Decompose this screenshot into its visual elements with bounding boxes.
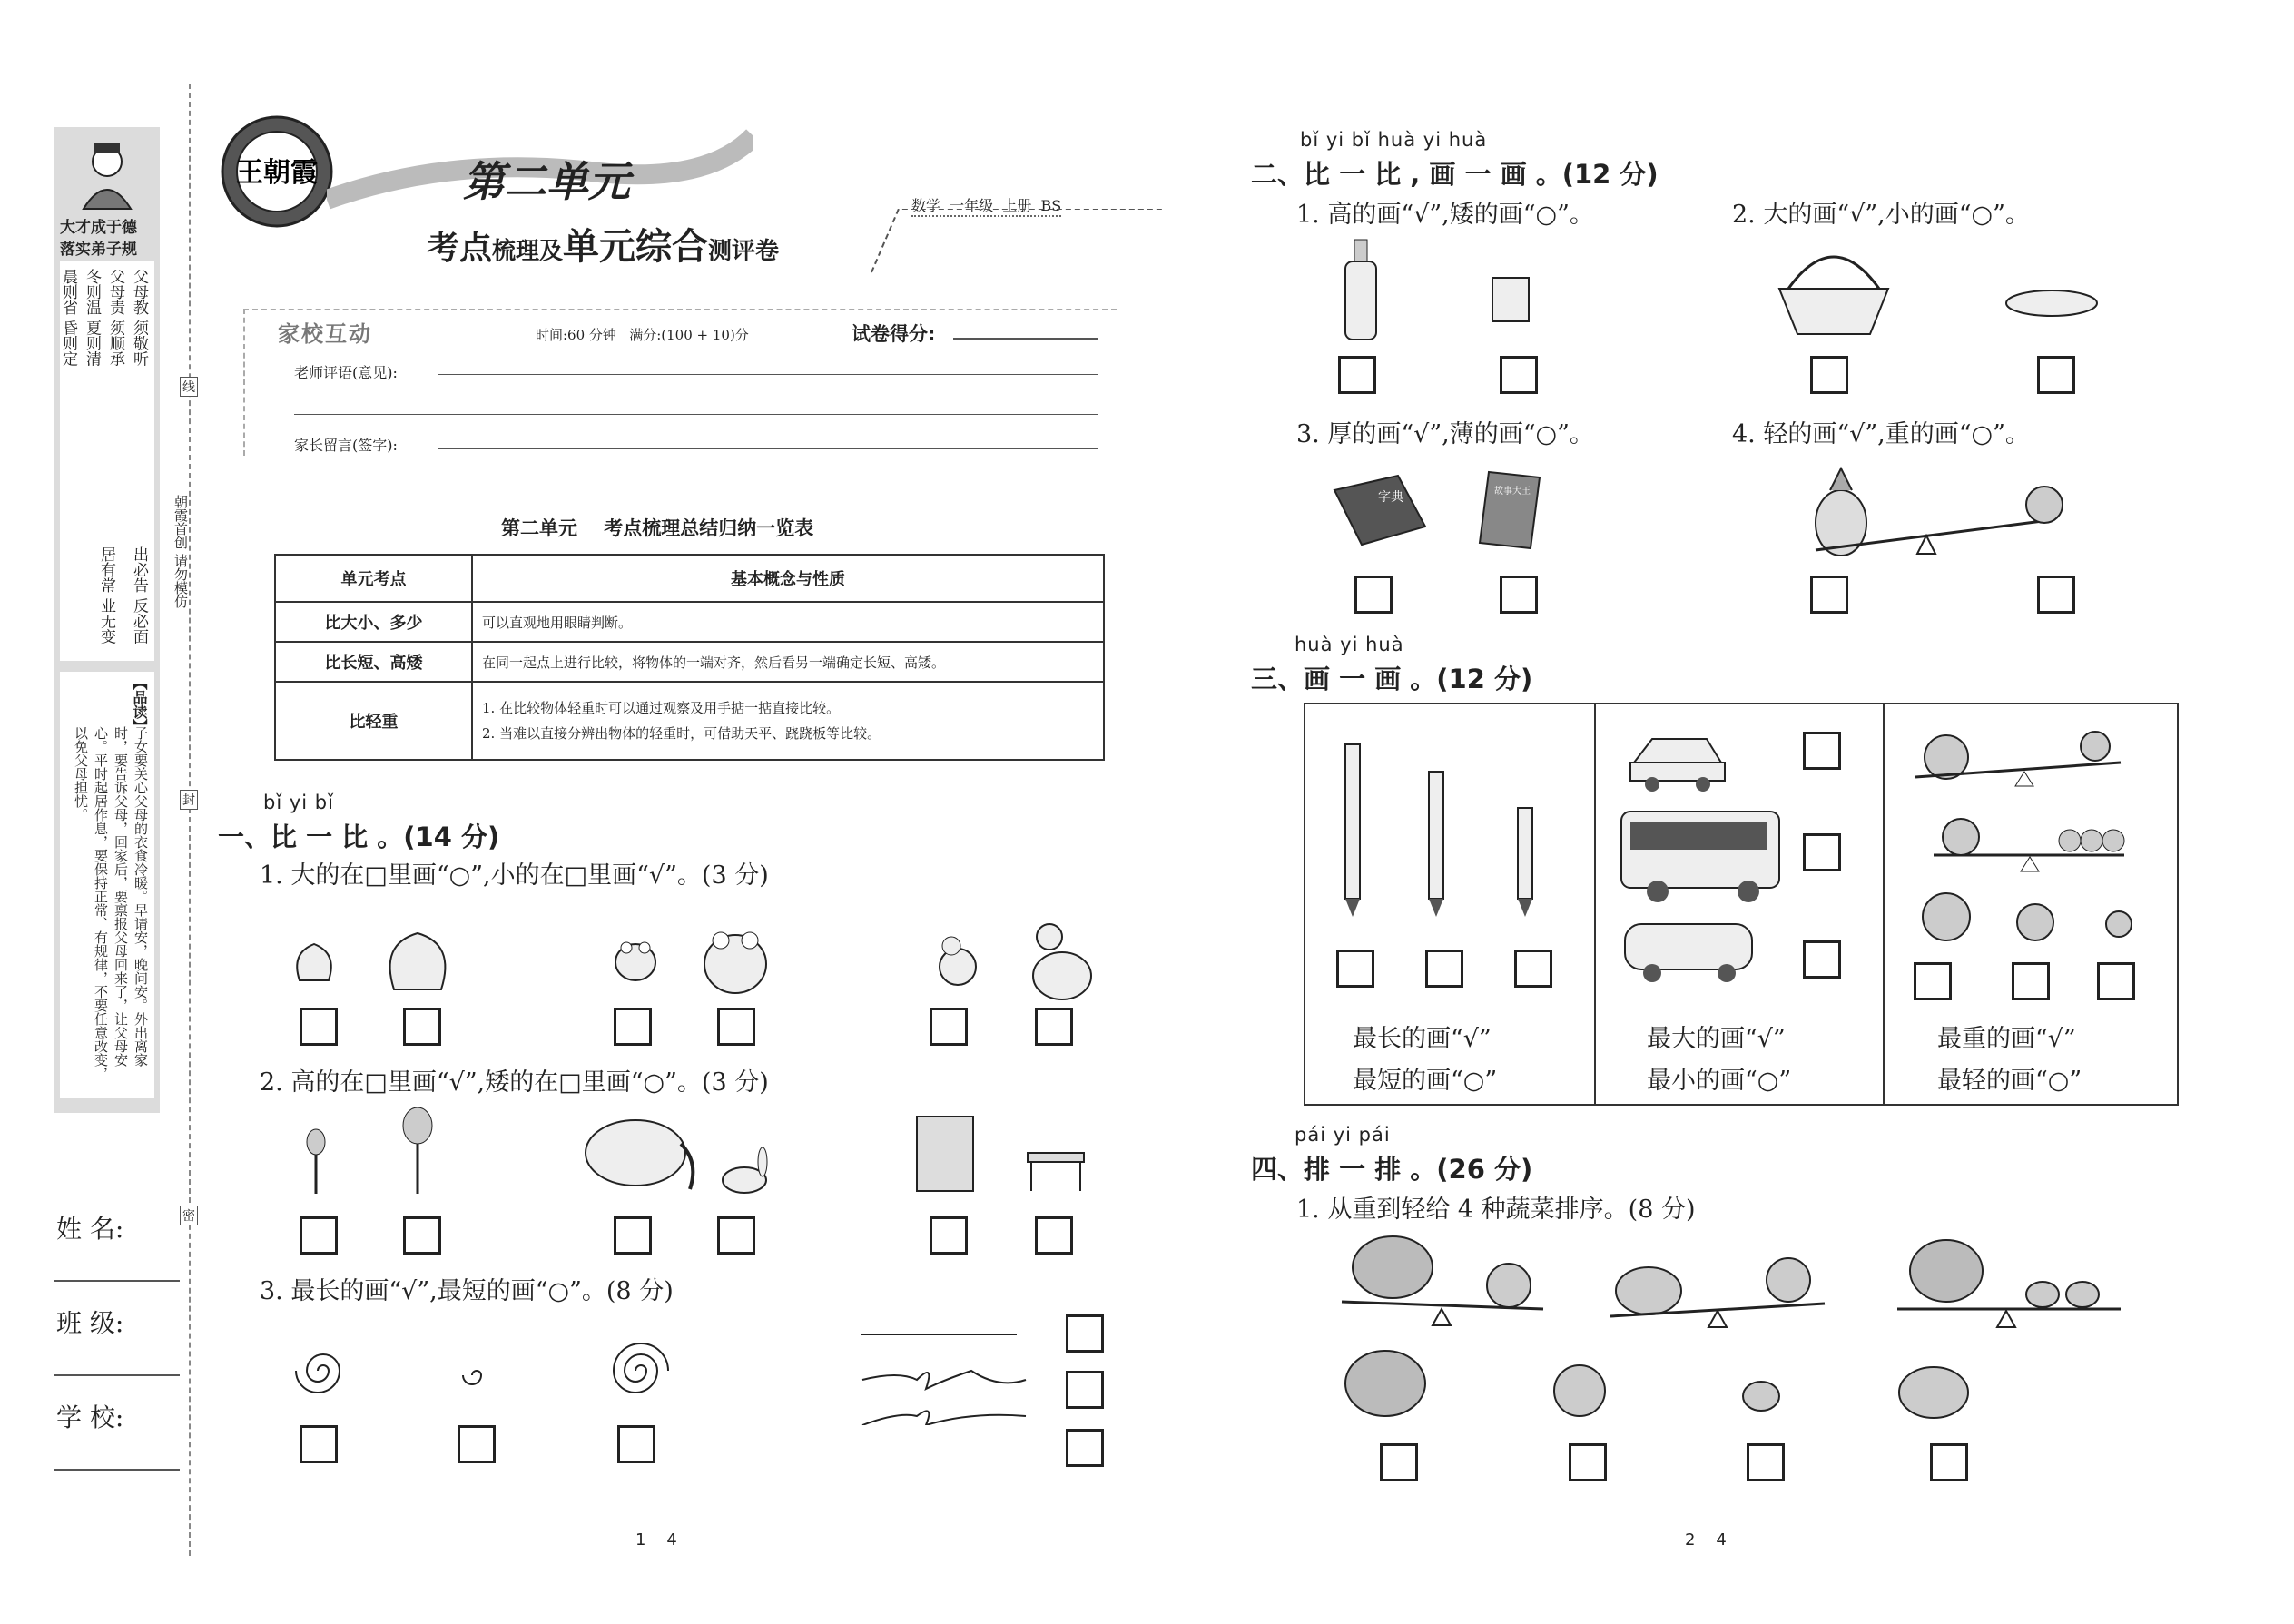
row-topic: 比大小、多少 (275, 602, 472, 642)
basket-icon (1779, 257, 1888, 334)
answer-box[interactable] (2097, 962, 2135, 1000)
answer-box[interactable] (930, 1216, 968, 1255)
row-topic: 比长短、高矮 (275, 642, 472, 682)
answer-box[interactable] (2037, 356, 2075, 394)
answer-box[interactable] (1803, 833, 1841, 871)
answer-box[interactable] (458, 1425, 496, 1463)
strawberry-icon (2106, 911, 2132, 937)
table-row (275, 682, 1104, 760)
big-frog-icon (704, 932, 766, 993)
answer-box[interactable] (1066, 1371, 1104, 1409)
dictionary-label: 字典 (1378, 490, 1403, 505)
section4-pinyin: pái yi pái (1295, 1124, 1391, 1146)
answer-box[interactable] (1569, 1443, 1607, 1481)
answer-box[interactable] (1035, 1216, 1073, 1255)
rule-4: 晨则省 昏则定 (59, 269, 77, 367)
row-content: 可以直观地用眼睛判断。 (472, 602, 1104, 642)
answer-box[interactable] (403, 1008, 441, 1046)
cut-mark-3: 密 (180, 1206, 198, 1225)
name-line[interactable] (54, 1280, 180, 1282)
pencils-illustration (1325, 735, 1589, 926)
answer-box[interactable] (617, 1425, 655, 1463)
parent-note-line[interactable] (438, 448, 1098, 449)
answer-box[interactable] (1336, 950, 1374, 988)
scholar-figure-icon (74, 138, 140, 211)
answer-box[interactable] (300, 1008, 338, 1046)
answer-box[interactable] (1747, 1443, 1785, 1481)
beet-icon (1554, 1365, 1605, 1416)
answer-box[interactable] (1930, 1443, 1968, 1481)
section3-pinyin: huà yi huà (1295, 634, 1404, 655)
school-label: 学 校: (56, 1403, 124, 1432)
header-topic: 单元考点 (275, 555, 472, 602)
tall-tree-icon (403, 1107, 432, 1194)
plate-icon (2006, 290, 2097, 316)
grid-divider (1883, 703, 1885, 1104)
wavy-line-icon (862, 1411, 1026, 1425)
apple-icon (2026, 487, 2063, 523)
answer-box[interactable] (614, 1008, 652, 1046)
cabinet-icon (917, 1117, 973, 1191)
small-frog-icon (615, 942, 655, 980)
cup-icon (1492, 278, 1529, 321)
answer-box[interactable] (403, 1216, 441, 1255)
panel1-line2: 最短的画“○” (1353, 1067, 1498, 1095)
weights-illustration (1897, 712, 2170, 948)
medium-pencil-icon (1429, 772, 1443, 917)
cut-line (189, 84, 191, 1556)
large-spiral-icon (614, 1343, 668, 1393)
table-header-row (275, 555, 1104, 602)
short-tree-icon (307, 1129, 325, 1194)
answer-box[interactable] (930, 1008, 968, 1046)
dictionary-icon (1334, 476, 1425, 545)
reading-text: 子女要关心父母的衣食冷暖。早请安，晚问安。外出离家时，要告诉父母，回家后，要禀报父母回来了，让父母安心。平时起居作息，要保持正常、有规律，不要任意改变，以免父母担忧。 (73, 726, 149, 1080)
rule-2: 父母责 须顺承 (106, 269, 124, 367)
answer-box[interactable] (1500, 356, 1538, 394)
row-content: 在同一起点上进行比较，将物体的一端对齐，然后看另一端确定长短、高矮。 (472, 642, 1104, 682)
answer-box[interactable] (1066, 1314, 1104, 1353)
table-row (275, 602, 1104, 642)
section2-q2: 2. 大的画“√”,小的画“○”。 (1732, 201, 2030, 229)
panel1-line1: 最长的画“√” (1353, 1025, 1492, 1053)
meta-info: 数学 一年级 上册 BS (911, 194, 1061, 217)
cut-mark-1: 线 (180, 377, 198, 397)
teacher-comment-line-1[interactable] (438, 374, 1098, 375)
answer-box[interactable] (614, 1216, 652, 1255)
row-content: 1. 在比较物体轻重时可以通过观察及用手掂一掂直接比较。 2. 当难以直接分辨出物体的轻重时，可借助天平、跷跷板等比较。 (472, 682, 1104, 760)
section1-q2: 2. 高的在□里画“√”,矮的在□里画“○”。(3 分) (260, 1068, 769, 1097)
section2-pinyin: bǐ yi bǐ huà yi huà (1300, 129, 1488, 151)
car-icon (1630, 739, 1725, 792)
summary-title: 第二单元 考点梳理总结归纳一览表 (501, 517, 814, 539)
parent-note-label: 家长留言(签字): (294, 437, 398, 454)
rabbit-icon (723, 1147, 767, 1193)
score-label: 试卷得分: (852, 323, 936, 345)
teacher-comment-line-2[interactable] (294, 414, 1098, 415)
section2-q3: 3. 厚的画“√”,薄的画“○”。 (1296, 420, 1594, 448)
section2-q1: 1. 高的画“√”,矮的画“○”。 (1296, 201, 1594, 229)
eggplant-icon (1743, 1382, 1779, 1411)
answer-box[interactable] (1380, 1443, 1418, 1481)
time-info: 时间:60 分钟 满分:(100 + 10)分 (536, 327, 749, 343)
answer-box[interactable] (1425, 950, 1463, 988)
panel2-line2: 最小的画“○” (1647, 1067, 1792, 1095)
answer-box[interactable] (1338, 356, 1376, 394)
hen-icon (1033, 924, 1091, 999)
curly-line-icon (862, 1371, 1026, 1389)
bottle-icon (1345, 240, 1376, 340)
answer-box[interactable] (1066, 1429, 1104, 1467)
pumpkin-icon (1899, 1367, 1968, 1418)
scale-2 (1934, 819, 2124, 871)
page-number-left: 1 4 (635, 1530, 677, 1550)
summary-table (274, 554, 1105, 761)
answer-box[interactable] (1810, 576, 1848, 614)
subtitle (427, 218, 779, 270)
radish-icon (1923, 893, 1970, 940)
school-line[interactable] (54, 1469, 180, 1471)
sidebar-panel (54, 127, 160, 1113)
scale-1 (1915, 732, 2121, 786)
section4-q1: 1. 从重到轻给 4 种蔬菜排序。(8 分) (1296, 1196, 1696, 1224)
q2-illustrations (290, 1107, 1108, 1198)
panel3-line1: 最重的画“√” (1937, 1025, 2076, 1053)
answer-box[interactable] (2037, 576, 2075, 614)
name-label: 姓 名: (56, 1214, 124, 1244)
small-peach-icon (297, 944, 331, 980)
subtitle-part-4: 测评卷 (708, 238, 780, 265)
small-spiral-icon (463, 1371, 481, 1384)
class-label: 班 级: (56, 1308, 124, 1338)
answer-box[interactable] (1514, 950, 1552, 988)
q1-illustrations (281, 917, 1126, 1017)
long-pencil-icon (1345, 744, 1360, 917)
answer-box[interactable] (300, 1425, 338, 1463)
section1-q3: 3. 最长的画“√”,最短的画“○”。(8 分) (260, 1277, 674, 1305)
section3-title: 三、画 一 画 。(12 分) (1251, 664, 1533, 694)
motto-line-2: 落实弟子规 (60, 241, 137, 259)
answer-box[interactable] (1500, 576, 1538, 614)
section1-pinyin: bǐ yi bǐ (263, 792, 334, 813)
header-content: 基本概念与性质 (472, 555, 1104, 602)
table-icon (1028, 1153, 1084, 1191)
table-row (275, 642, 1104, 682)
story-book-icon (1480, 472, 1540, 548)
answer-box[interactable] (1354, 576, 1393, 614)
page-number-right: 2 4 (1685, 1530, 1727, 1550)
rules-box-2 (60, 543, 154, 661)
pineapple-icon (1816, 468, 1866, 556)
subtitle-part-1: 考点 (427, 229, 493, 267)
elephant-icon (586, 1120, 693, 1189)
rule-5: 出必告 反必面 (130, 546, 148, 645)
reading-label: 【品读】 (131, 675, 148, 733)
rule-1: 父母教 须敬听 (130, 269, 148, 367)
vegetable-seesaws (1334, 1231, 2224, 1467)
cut-mark-2: 封 (180, 790, 198, 810)
logo-text: 王朝霞 (236, 157, 318, 189)
answer-box[interactable] (1035, 1008, 1073, 1046)
section2-q4: 4. 轻的画“√”,重的画“○”。 (1732, 420, 2030, 448)
bus-icon (1621, 812, 1779, 902)
section4-title: 四、排 一 排 。(26 分) (1251, 1154, 1533, 1185)
short-pencil-icon (1518, 808, 1532, 917)
medium-spiral-icon (296, 1354, 340, 1393)
unit-title: 第二单元 (463, 157, 630, 206)
q2-3-illustrations (1325, 463, 2224, 563)
q2-1-illustrations (1325, 234, 2224, 343)
logo-seal-icon (218, 113, 336, 231)
answer-box[interactable] (717, 1216, 755, 1255)
panel3-line2: 最轻的画“○” (1937, 1067, 2082, 1095)
rule-3: 冬则温 夏则清 (83, 269, 101, 367)
section2-title: 二、比 一 比 , 画 一 画 。(12 分) (1251, 159, 1659, 190)
class-line[interactable] (54, 1374, 180, 1376)
copyright-note: 朝霞首创 请勿模仿 (172, 495, 189, 608)
tomato-icon (2017, 904, 2053, 940)
answer-box[interactable] (1803, 732, 1841, 770)
panel2-line1: 最大的画“√” (1647, 1025, 1786, 1053)
answer-box[interactable] (717, 1008, 755, 1046)
subtitle-part-2: 梳理及 (492, 238, 564, 265)
seesaw-2 (1610, 1258, 1825, 1327)
score-line[interactable] (953, 338, 1098, 340)
teacher-comment-label: 老师评语(意见): (294, 364, 398, 381)
row-topic: 比轻重 (275, 682, 472, 760)
seesaw-3 (1897, 1240, 2121, 1327)
subtitle-part-3: 单元综合 (563, 225, 709, 268)
grid-divider (1594, 703, 1596, 1104)
story-book-label: 故事大王 (1494, 487, 1531, 497)
big-peach-icon (390, 933, 446, 989)
motto-line-1: 大才成于德 (60, 219, 137, 237)
q3-illustrations (281, 1325, 1098, 1425)
minibus-icon (1625, 924, 1752, 982)
family-school-label: 家校互动 (278, 321, 372, 347)
vehicles-illustration (1616, 717, 1788, 989)
reading-box (60, 672, 154, 1098)
answer-box[interactable] (300, 1216, 338, 1255)
cabbage-icon (1345, 1351, 1425, 1416)
answer-box[interactable] (2012, 962, 2050, 1000)
answer-box[interactable] (1810, 356, 1848, 394)
answer-box[interactable] (1803, 940, 1841, 979)
answer-box[interactable] (1914, 962, 1952, 1000)
header-rule (871, 209, 1162, 281)
section1-q1: 1. 大的在□里画“○”,小的在□里画“√”。(3 分) (260, 861, 769, 890)
seesaw-1 (1342, 1236, 1543, 1325)
rule-6: 居有常 业无变 (97, 546, 115, 645)
chick-icon (940, 937, 976, 985)
section1-title: 一、比 一 比 。(14 分) (218, 822, 500, 852)
